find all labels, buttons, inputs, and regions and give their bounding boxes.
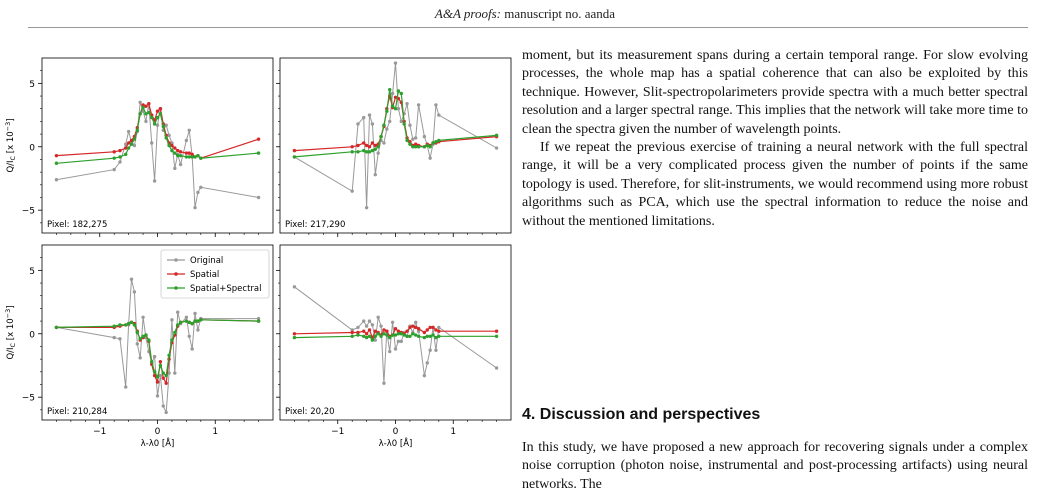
data-point-original xyxy=(257,196,260,199)
y-axis-label: $Q/I_C$ [x $10^{-3}$] xyxy=(4,305,17,360)
data-point-original xyxy=(391,321,394,324)
data-point-spatial-spectral xyxy=(130,321,133,324)
data-point-spatial-spectral xyxy=(397,89,400,92)
data-point-original xyxy=(170,318,173,321)
data-point-original xyxy=(426,361,429,364)
data-point-spatial-spectral xyxy=(150,360,153,363)
data-point-spatial-spectral xyxy=(144,333,147,336)
data-point-original xyxy=(388,120,391,123)
data-point-original xyxy=(434,103,437,106)
data-point-original xyxy=(196,191,199,194)
data-point-spatial-spectral xyxy=(156,375,159,378)
data-point-spatial xyxy=(365,332,368,335)
panel-frame xyxy=(280,58,511,233)
paragraph-2: If we repeat the previous exercise of training a neural network with the full spectral range, it will be a very complicated process given the number of points if the same topology is used. Therefore, for slit-instruments, we would recommend using more robust algorithms such as PCA, which use the spectral information to reduce the noise and without the mentioned limitations. xyxy=(522,140,1028,229)
panel-pixel-label: Pixel: 20,20 xyxy=(285,407,335,417)
series-line-spatial-spectral xyxy=(56,320,258,377)
data-point-spatial-spectral xyxy=(159,112,162,115)
x-axis-label: λ-λ0 [Å] xyxy=(140,439,175,449)
data-point-original xyxy=(130,278,133,281)
data-point-spatial xyxy=(159,360,162,363)
data-point-spatial-spectral xyxy=(179,321,182,324)
data-point-spatial xyxy=(118,149,121,152)
data-point-spatial-spectral xyxy=(495,134,498,137)
data-point-spatial-spectral xyxy=(199,318,202,321)
data-point-spatial-spectral xyxy=(153,370,156,373)
data-point-original xyxy=(188,335,191,338)
data-point-spatial-spectral xyxy=(55,162,58,165)
data-point-spatial xyxy=(423,331,426,334)
x-tick-label: −1 xyxy=(331,427,345,437)
data-point-original xyxy=(118,337,121,340)
data-point-spatial-spectral xyxy=(417,335,420,338)
series-line-spatial-spectral xyxy=(56,108,258,164)
data-point-spatial-spectral xyxy=(156,116,159,119)
data-point-spatial-spectral xyxy=(162,371,165,374)
data-point-spatial-spectral xyxy=(112,156,115,159)
data-point-original xyxy=(365,206,368,209)
data-point-original xyxy=(150,141,153,144)
data-point-spatial xyxy=(147,102,150,105)
data-point-original xyxy=(141,316,144,319)
data-point-spatial-spectral xyxy=(376,332,379,335)
data-point-spatial-spectral xyxy=(118,155,121,158)
data-point-spatial-spectral xyxy=(408,335,411,338)
data-point-original xyxy=(185,316,188,319)
data-point-spatial-spectral xyxy=(138,337,141,340)
data-point-spatial-spectral xyxy=(382,124,385,127)
data-point-original xyxy=(428,156,431,159)
data-point-original xyxy=(376,151,379,154)
data-point-original xyxy=(173,167,176,170)
journal-name: A&A proofs: xyxy=(434,6,501,21)
data-point-spatial xyxy=(426,328,429,331)
data-point-spatial-spectral xyxy=(127,146,130,149)
data-point-original xyxy=(368,319,371,322)
data-point-spatial-spectral xyxy=(350,335,353,338)
data-point-original xyxy=(112,336,115,339)
data-point-spatial xyxy=(385,330,388,333)
data-point-spatial xyxy=(164,382,167,385)
data-point-original xyxy=(382,382,385,385)
data-point-spatial-spectral xyxy=(257,319,260,322)
data-point-original xyxy=(196,328,199,331)
data-point-original xyxy=(385,127,388,130)
data-point-original xyxy=(118,160,121,163)
data-point-spatial-spectral xyxy=(173,151,176,154)
x-axis-label: λ-λ0 [Å] xyxy=(378,439,413,449)
paragraph-3: In this study, we have proposed a new approach for recovering signals under a complex noise corruption (photon noise, instrumental and post-processing artifacts) using neural networks. The xyxy=(522,440,1028,492)
data-point-original xyxy=(176,311,179,314)
data-point-spatial xyxy=(257,137,260,140)
data-point-spatial-spectral xyxy=(170,149,173,152)
data-point-spatial-spectral xyxy=(374,148,377,151)
paragraph-1: moment, but its measurement spans during a certain temporal range. For slow evolving processes, the whole map has a spatial coherence that can also be exploited by this technique. However, Slit-spectropolarimeters provide spectra with a much better spectral resolution and a larger spectral range. This implies that the network will take more time to clean the spectra given the number of wavelength points. xyxy=(522,48,1028,137)
data-point-spatial xyxy=(156,110,159,113)
data-point-spatial xyxy=(495,330,498,333)
data-point-spatial-spectral xyxy=(374,335,377,338)
y-axis-label-close: ] xyxy=(6,118,16,122)
data-point-spatial-spectral xyxy=(385,110,388,113)
data-point-original xyxy=(379,324,382,327)
data-point-spatial xyxy=(368,328,371,331)
data-point-original xyxy=(124,385,127,388)
y-tick-label: 5 xyxy=(29,266,35,277)
data-point-original xyxy=(417,103,420,106)
data-point-spatial xyxy=(371,141,374,144)
data-point-spatial-spectral xyxy=(356,150,359,153)
data-point-spatial-spectral xyxy=(147,338,150,341)
data-point-original xyxy=(408,124,411,127)
data-point-spatial xyxy=(179,150,182,153)
body-text-column xyxy=(522,47,1028,231)
data-point-spatial-spectral xyxy=(170,338,173,341)
data-point-spatial xyxy=(293,149,296,152)
data-point-spatial-spectral xyxy=(376,145,379,148)
data-point-spatial-spectral xyxy=(118,323,121,326)
series-line-spatial-spectral xyxy=(294,90,496,157)
data-point-original xyxy=(414,136,417,139)
data-point-original xyxy=(394,61,397,64)
data-point-spatial xyxy=(431,326,434,329)
data-point-spatial xyxy=(356,144,359,147)
data-point-spatial-spectral xyxy=(133,137,136,140)
legend-entry: Original xyxy=(190,256,224,266)
figure-four-panel-spectra xyxy=(0,0,515,495)
y-axis-label-exponent: −3 xyxy=(4,121,12,132)
data-point-spatial xyxy=(405,330,408,333)
data-point-spatial-spectral xyxy=(153,122,156,125)
data-point-spatial-spectral xyxy=(162,125,165,128)
data-point-original xyxy=(350,189,353,192)
y-axis-label-subscript: C xyxy=(9,342,17,348)
data-point-spatial-spectral xyxy=(164,136,167,139)
series-line-spatial xyxy=(294,96,496,151)
data-point-original xyxy=(188,129,191,132)
data-point-spatial-spectral xyxy=(190,322,193,325)
data-point-spatial-spectral xyxy=(428,145,431,148)
data-point-original xyxy=(428,349,431,352)
data-point-spatial xyxy=(350,331,353,334)
data-point-original xyxy=(400,340,403,343)
y-tick-label: 0 xyxy=(29,143,35,154)
data-point-spatial-spectral xyxy=(391,104,394,107)
y-axis-label-exponent: −3 xyxy=(4,308,12,319)
data-point-spatial-spectral xyxy=(179,154,182,157)
data-point-spatial xyxy=(159,107,162,110)
series-line-original xyxy=(56,279,258,412)
data-point-original xyxy=(164,411,167,414)
data-point-spatial xyxy=(417,327,420,330)
data-point-original xyxy=(376,316,379,319)
data-point-spatial xyxy=(362,141,365,144)
data-point-original xyxy=(371,323,374,326)
data-point-spatial-spectral xyxy=(176,323,179,326)
data-point-original xyxy=(423,135,426,138)
legend-entry: Spatial+Spectral xyxy=(190,284,262,294)
data-point-spatial-spectral xyxy=(388,88,391,91)
data-point-original xyxy=(112,168,115,171)
y-axis-label: $Q/I_C$ [x $10^{-3}$] xyxy=(4,118,17,173)
data-point-spatial-spectral xyxy=(141,106,144,109)
data-point-spatial xyxy=(368,145,371,148)
x-tick-label: 1 xyxy=(212,427,219,437)
data-point-spatial-spectral xyxy=(173,331,176,334)
legend-swatch-marker xyxy=(174,286,178,290)
legend-swatch-marker xyxy=(174,272,178,276)
manuscript-label: manuscript no. aanda xyxy=(504,6,616,21)
data-point-spatial-spectral xyxy=(150,116,153,119)
data-point-original xyxy=(356,326,359,329)
data-point-original xyxy=(437,326,440,329)
data-point-original xyxy=(153,179,156,182)
data-point-spatial-spectral xyxy=(124,153,127,156)
data-point-original xyxy=(405,102,408,105)
data-point-original xyxy=(374,173,377,176)
data-point-original xyxy=(437,113,440,116)
data-point-spatial-spectral xyxy=(394,107,397,110)
data-point-original xyxy=(362,319,365,322)
data-point-spatial-spectral xyxy=(385,333,388,336)
data-point-original xyxy=(495,146,498,149)
section-text xyxy=(522,439,1028,494)
data-point-spatial xyxy=(173,146,176,149)
data-point-original xyxy=(162,404,165,407)
data-point-spatial-spectral xyxy=(379,135,382,138)
data-point-spatial-spectral xyxy=(417,145,420,148)
data-point-spatial xyxy=(350,145,353,148)
series-line-original xyxy=(294,63,496,208)
data-point-spatial-spectral xyxy=(257,151,260,154)
data-point-original xyxy=(371,122,374,125)
data-point-original xyxy=(144,120,147,123)
data-point-spatial xyxy=(162,376,165,379)
data-point-original xyxy=(495,366,498,369)
data-point-original xyxy=(193,206,196,209)
data-point-original xyxy=(434,349,437,352)
x-tick-label: 0 xyxy=(154,427,161,437)
data-point-spatial xyxy=(437,330,440,333)
data-point-spatial-spectral xyxy=(136,129,139,132)
panel-frame xyxy=(280,245,511,420)
data-point-original xyxy=(423,374,426,377)
data-point-spatial-spectral xyxy=(356,333,359,336)
data-point-spatial-spectral xyxy=(199,156,202,159)
data-point-original xyxy=(193,312,196,315)
data-point-spatial xyxy=(394,327,397,330)
data-point-original xyxy=(391,92,394,95)
data-point-original xyxy=(156,394,159,397)
data-point-original xyxy=(199,186,202,189)
y-axis-label-subscript: C xyxy=(9,155,17,161)
data-point-original xyxy=(127,130,130,133)
data-point-original xyxy=(190,347,193,350)
data-point-spatial-spectral xyxy=(371,338,374,341)
data-point-spatial-spectral xyxy=(55,326,58,329)
data-point-spatial-spectral xyxy=(133,323,136,326)
data-point-spatial-spectral xyxy=(350,150,353,153)
y-tick-label: −5 xyxy=(21,393,35,404)
data-point-spatial-spectral xyxy=(138,112,141,115)
data-point-spatial-spectral xyxy=(400,92,403,95)
data-point-original xyxy=(153,355,156,358)
data-point-spatial-spectral xyxy=(293,155,296,158)
data-point-original xyxy=(362,116,365,119)
data-point-spatial-spectral xyxy=(431,333,434,336)
y-tick-label: 0 xyxy=(29,330,35,341)
data-point-original xyxy=(173,371,176,374)
data-point-spatial xyxy=(55,154,58,157)
data-point-original xyxy=(185,139,188,142)
data-point-spatial-spectral xyxy=(437,335,440,338)
data-point-original xyxy=(414,321,417,324)
data-point-spatial-spectral xyxy=(405,139,408,142)
data-point-original xyxy=(136,342,139,345)
data-point-spatial-spectral xyxy=(167,144,170,147)
data-point-spatial-spectral xyxy=(437,139,440,142)
data-point-spatial xyxy=(362,330,365,333)
data-point-spatial xyxy=(293,332,296,335)
legend-swatch-marker xyxy=(174,258,178,262)
data-point-spatial-spectral xyxy=(136,331,139,334)
data-point-spatial-spectral xyxy=(147,111,150,114)
data-point-spatial-spectral xyxy=(379,335,382,338)
series-line-spatial xyxy=(56,320,258,383)
x-tick-label: 1 xyxy=(450,427,457,437)
section-heading: 4. Discussion and perspectives xyxy=(522,406,761,423)
data-point-original xyxy=(382,141,385,144)
y-tick-label: −5 xyxy=(21,206,35,217)
data-point-original xyxy=(356,122,359,125)
x-tick-label: −1 xyxy=(93,427,107,437)
y-tick-label: 5 xyxy=(29,79,35,90)
data-point-spatial-spectral xyxy=(196,154,199,157)
data-point-original xyxy=(138,356,141,359)
y-axis-label-close: ] xyxy=(6,305,16,309)
data-point-spatial-spectral xyxy=(130,143,133,146)
panel-pixel-label: Pixel: 210,284 xyxy=(47,407,108,417)
data-point-spatial-spectral xyxy=(293,336,296,339)
y-axis-label-units: [x 10 xyxy=(6,318,16,343)
data-point-spatial-spectral xyxy=(495,335,498,338)
data-point-original xyxy=(388,350,391,353)
data-point-original xyxy=(138,101,141,104)
data-point-original xyxy=(133,290,136,293)
panel-pixel-label: Pixel: 217,290 xyxy=(285,220,346,230)
data-point-spatial-spectral xyxy=(388,336,391,339)
data-point-original xyxy=(394,347,397,350)
data-point-spatial-spectral xyxy=(164,374,167,377)
y-axis-label-units: [x 10 xyxy=(6,131,16,156)
x-tick-label: 0 xyxy=(392,427,399,437)
data-point-original xyxy=(293,285,296,288)
legend-entry: Spatial xyxy=(190,270,220,280)
data-point-original xyxy=(55,178,58,181)
data-point-original xyxy=(365,324,368,327)
data-point-spatial-spectral xyxy=(112,324,115,327)
data-point-spatial-spectral xyxy=(408,143,411,146)
data-point-spatial-spectral xyxy=(159,364,162,367)
data-point-original xyxy=(179,163,182,166)
panel-pixel-label: Pixel: 182,275 xyxy=(47,220,108,230)
data-point-spatial-spectral xyxy=(402,122,405,125)
data-point-spatial xyxy=(156,380,159,383)
data-point-original xyxy=(368,113,371,116)
data-point-spatial-spectral xyxy=(368,335,371,338)
data-point-spatial xyxy=(112,150,115,153)
data-point-spatial-spectral xyxy=(167,354,170,357)
